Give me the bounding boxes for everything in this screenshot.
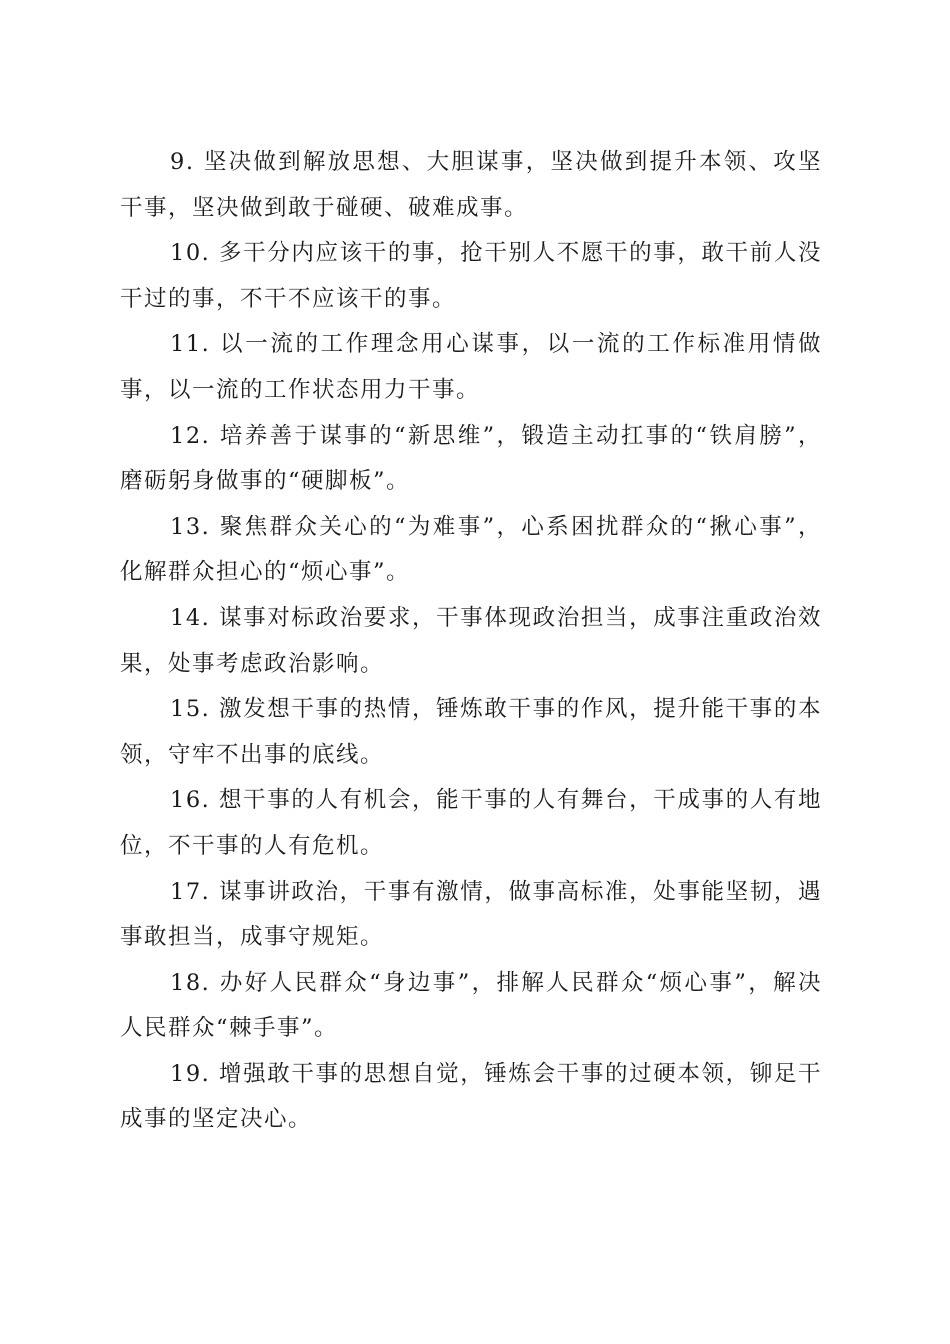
document-body xyxy=(120,140,822,1143)
list-item-17: 17. 谋事讲政治，干事有激情，做事高标准，处事能坚韧，遇事敢担当，成事守规矩。 xyxy=(120,878,822,951)
list-item-16: 16. 想干事的人有机会，能干事的人有舞台，干成事的人有地位，不干事的人有危机。 xyxy=(120,787,822,859)
list-item-9: 9. 坚决做到解放思想、大胆谋事，坚决做到提升本领、攻坚干事，坚决做到敢于碰硬、破难成事。 xyxy=(120,149,822,221)
list-item-13: 13. 聚焦群众关心的“为难事”，心系困扰群众的“揪心事”，化解群众担心的“烦心事”。 xyxy=(120,513,822,586)
list-item-14: 14. 谋事对标政治要求，干事体现政治担当，成事注重政治效果，处事考虑政治影响。 xyxy=(120,604,822,677)
list-item-10: 10. 多干分内应该干的事，抢干别人不愿干的事，敢干前人没干过的事，不干不应该干的事。 xyxy=(120,240,822,312)
list-item-18: 18. 办好人民群众“身边事”，排解人民群众“烦心事”，解决人民群众“棘手事”。 xyxy=(120,969,822,1042)
list-item-12: 12. 培养善于谋事的“新思维”，锻造主动扛事的“铁肩膀”，磨砺躬身做事的“硬脚板”。 xyxy=(120,422,822,495)
list-item-19: 19. 增强敢干事的思想自觉，锤炼会干事的过硬本领，铆足干成事的坚定决心。 xyxy=(120,1060,822,1133)
list-item-11: 11. 以一流的工作理念用心谋事，以一流的工作标准用情做事，以一流的工作状态用力干事。 xyxy=(120,331,822,403)
list-item-15: 15. 激发想干事的热情，锤炼敢干事的作风，提升能干事的本领，守牢不出事的底线。 xyxy=(120,696,822,768)
